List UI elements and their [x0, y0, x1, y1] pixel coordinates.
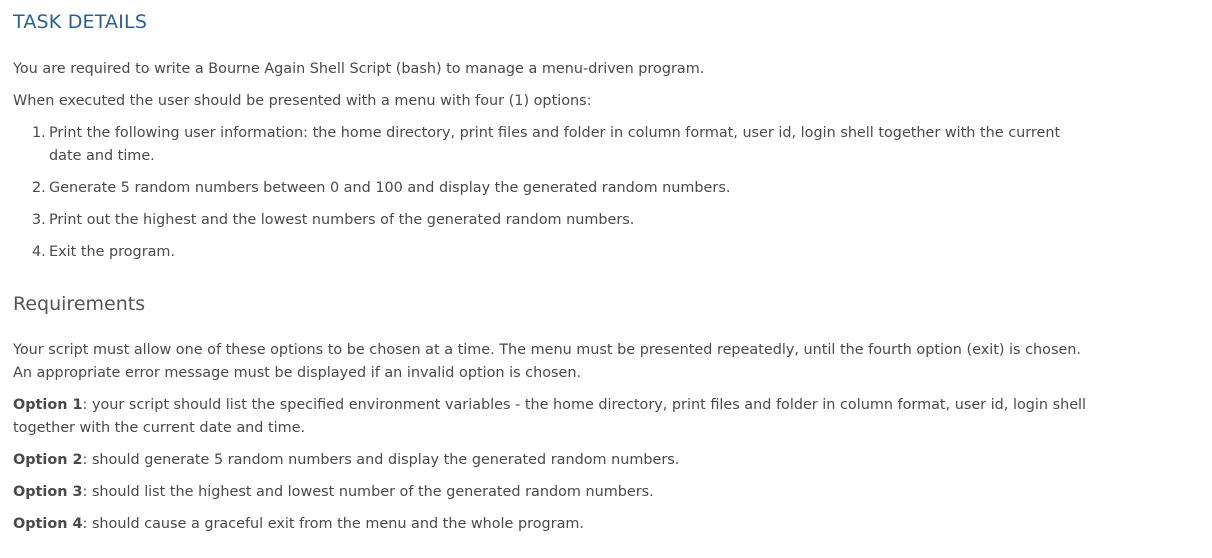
list-item-number: 4.	[32, 244, 46, 260]
list-item-text: Generate 5 random numbers between 0 and 100 and display the generated random numbers.	[49, 180, 731, 196]
option-1-text: : your script should list the specified environment variables - the home directory, print files and folder in column format, user id, login shell	[82, 397, 1087, 413]
option-3-paragraph	[13, 481, 654, 504]
list-item-text: Print out the highest and the lowest numbers of the generated random numbers.	[49, 212, 635, 228]
option-2-text: : should generate 5 random numbers and display the generated random numbers.	[82, 452, 680, 468]
list-item-text: Print the following user information: the home directory, print files and folder in column format, user id, login shell together with the current	[49, 125, 1061, 141]
list-item-number: 2.	[32, 180, 46, 196]
option-2-paragraph	[13, 449, 679, 472]
list-item	[32, 177, 730, 200]
option-4-paragraph	[13, 513, 584, 536]
option-4-text: : should cause a graceful exit from the menu and the whole program.	[82, 516, 584, 532]
list-item	[32, 209, 634, 232]
list-item-text-continued: date and time.	[49, 148, 155, 164]
list-item	[32, 122, 1060, 168]
option-1-paragraph	[13, 394, 1086, 417]
list-item-number: 1.	[32, 125, 46, 141]
menu-intro-text: When executed the user should be presented with a menu with four (1) options:	[13, 93, 592, 109]
requirements-paragraph-line1: Your script must allow one of these options to be chosen at a time. The menu must be presented repeatedly, until the fourth option (exit) is chosen.	[13, 342, 1082, 358]
option-1-label: Option 1	[13, 397, 83, 413]
requirements-paragraph-line2: An appropriate error message must be displayed if an invalid option is chosen.	[13, 365, 582, 381]
list-item-number: 3.	[32, 212, 46, 228]
option-3-label: Option 3	[13, 484, 83, 500]
option-3-text: : should list the highest and lowest number of the generated random numbers.	[82, 484, 654, 500]
option-1-text-continued: together with the current date and time.	[13, 420, 306, 436]
task-intro-text: You are required to write a Bourne Again Shell Script (bash) to manage a menu-driven program.	[13, 61, 705, 77]
option-4-label: Option 4	[13, 516, 83, 532]
option-2-label: Option 2	[13, 452, 83, 468]
list-item	[32, 241, 175, 264]
list-item-text: Exit the program.	[49, 244, 176, 260]
task-details-heading: TASK DETAILS	[13, 11, 148, 33]
requirements-heading: Requirements	[13, 293, 146, 315]
